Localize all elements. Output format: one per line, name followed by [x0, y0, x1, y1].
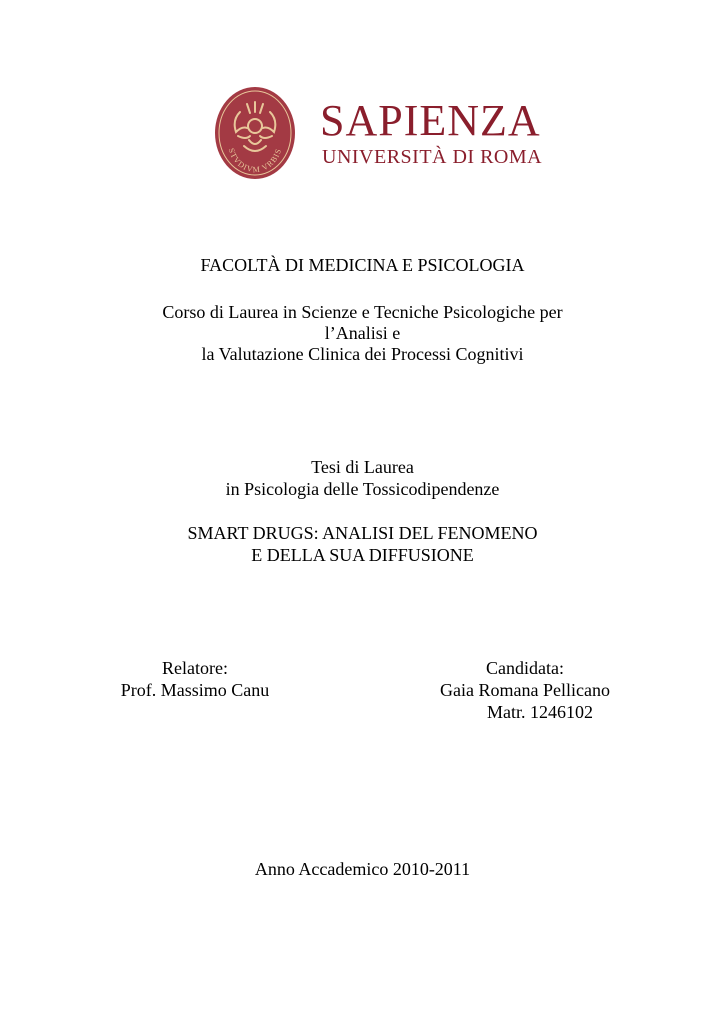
- wordmark-universita: UNIVERSITÀ DI ROMA: [322, 146, 543, 168]
- university-seal-icon: [214, 86, 296, 180]
- university-logo: [214, 86, 543, 186]
- academic-year: Anno Accademico 2010-2011: [254, 859, 471, 879]
- thesis-subject: in Psicologia delle Tossicodipendenze: [225, 479, 500, 499]
- faculty-heading: FACOLTÀ DI MEDICINA E PSICOLOGIA: [200, 255, 525, 275]
- course-line-1: Corso di Laurea in Scienze e Tecniche Psicologiche per: [162, 302, 563, 322]
- thesis-title-line-2: E DELLA SUA DIFFUSIONE: [251, 545, 474, 565]
- course-line-3: la Valutazione Clinica dei Processi Cognitivi: [201, 344, 524, 364]
- wordmark-sapienza: SAPIENZA: [320, 96, 541, 145]
- course-line-2: l’Analisi e: [324, 323, 401, 343]
- candidate-label: Candidata:: [486, 658, 564, 678]
- thesis-title-line-1: SMART DRUGS: ANALISI DEL FENOMENO: [187, 523, 538, 543]
- candidate-matricola: Matr. 1246102: [487, 702, 593, 722]
- candidate-name: Gaia Romana Pellicano: [440, 680, 610, 700]
- seal-motto: STVDIVM VRBIS: [226, 147, 284, 175]
- supervisor-name: Prof. Massimo Canu: [120, 680, 270, 700]
- supervisor-label: Relatore:: [162, 658, 228, 678]
- thesis-type: Tesi di Laurea: [311, 457, 414, 477]
